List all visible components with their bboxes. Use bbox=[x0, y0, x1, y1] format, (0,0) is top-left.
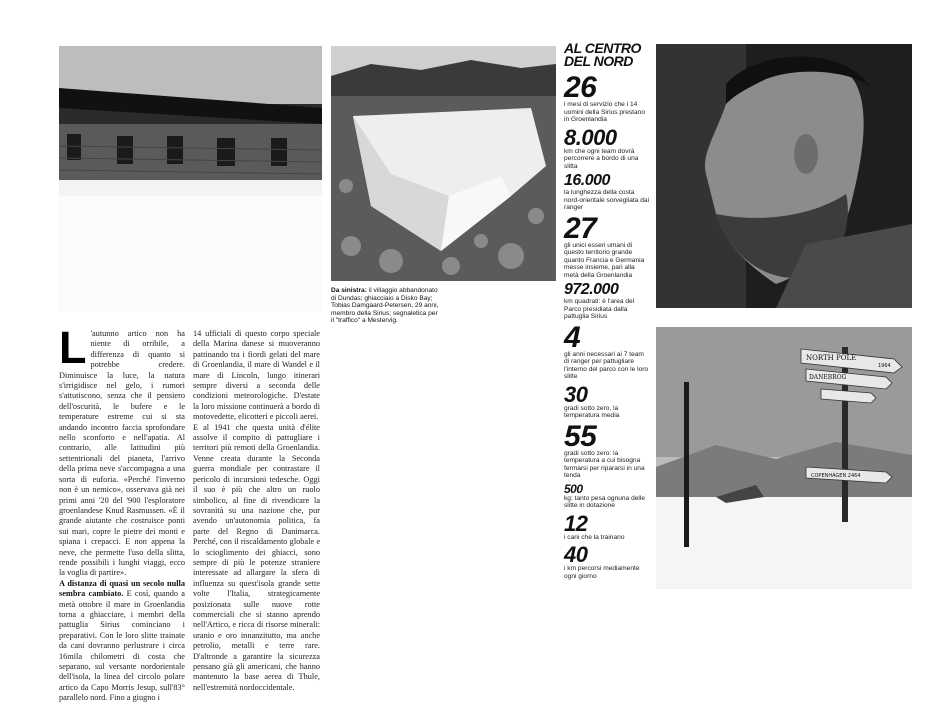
stat-number: 8.000 bbox=[564, 124, 617, 150]
stat-number: 55 bbox=[564, 419, 597, 453]
photo-abandoned-village bbox=[59, 46, 322, 312]
caption-text: il villaggio abbandonato di Dundas; ghiacciaio a Disko Bay; Tobias Damgaard-Petersen, 29 anni, membro della Sirius; segnaletica per il "traffico" a Mestervig. bbox=[331, 287, 439, 325]
stat-description: la lunghezza della costa nord-orientale sorvegliata dai ranger bbox=[564, 189, 650, 211]
article-column-2 bbox=[193, 329, 320, 693]
stat-description: i km percorsi mediamente ogni giorno bbox=[564, 565, 640, 580]
photo-portrait bbox=[656, 44, 912, 308]
stat-item bbox=[564, 544, 650, 580]
svg-text:COPENHAGEN 2464: COPENHAGEN 2464 bbox=[811, 473, 861, 479]
photo-caption bbox=[331, 287, 441, 325]
svg-text:NORTH POLE: NORTH POLE bbox=[806, 354, 857, 362]
sidebar-title: AL CENTRO DEL NORD bbox=[564, 40, 641, 69]
stat-number: 30 bbox=[564, 381, 588, 407]
stat-number: 27 bbox=[564, 211, 597, 245]
stat-item bbox=[564, 211, 650, 280]
article-p4: E al 1941 che questa unità d'élite assolve il compito di pattugliare i territori più remoti della Groenlandia. Venne creata durante la Seconda guerra mondiale per contrastare il pericolo di incursioni tedesche. Oggi il suo è più che altro un ruolo simbolico, al fine di rivendicare la sovranità su una nazione che, pur avendo un'autonomia politica, fa parte del Regno di Danimarca. Perché, con il riscaldamento globale e lo scioglimento dei ghiacci, sono sempre di più le potenze straniere interessate ad allargare la sfera di influenza su quest'isola grande sette volte l'Italia, strategicamente posizionata sulle nuove rotte commerciali che si stanno aprendo nell'Artico, e ricca di risorse minerali: uranio e oro innanzitutto, ma anche petrolio, metalli e terre rare. D'altronde a garantire la sicurezza pensano già gli americani, che hanno mantenuto la base aerea di Thule, nell'estremità nordoccidentale. bbox=[193, 422, 320, 692]
stat-description: gradi sotto zero, la temperatura media bbox=[564, 404, 620, 419]
stat-item bbox=[564, 124, 650, 171]
caption-lead: Da sinistra: bbox=[331, 287, 367, 294]
stat-description: i cani che la trainano bbox=[564, 533, 625, 541]
stat-description: km che ogni team dovrà percorrere a bordo di una slitta bbox=[564, 147, 639, 170]
stat-item bbox=[564, 71, 650, 124]
stat-number: 26 bbox=[564, 71, 597, 104]
stat-item bbox=[564, 320, 650, 381]
stat-description: gli unici esseri umani di questo territorio grande quanto Francia e Germania messe insieme, pari alla metà della Groenlandia bbox=[564, 241, 645, 279]
article-p2: E così, quando a metà ottobre il mare in Groenlandia torna a ghiacciare, i membri della pattuglia Sirius cominciano i preparativi. Con le loro slitte trainate da cani dovranno perlustrare i circa 16mila chilometri di costa che separano, sul versante nordorientale dell'isola, la linea del circolo polare artico da Capo Morris Jesup, sull'83° parallelo nord. Fino a giugno i bbox=[59, 589, 185, 703]
stat-item bbox=[564, 282, 650, 321]
drop-cap: L bbox=[59, 322, 87, 373]
article-p1: 'autunno artico non ha niente di orribile, a differenza di quanto si potrebbe credere. Diminuisce la luce, la natura s'irrigidisce nel gelo, i rumori s'attutiscono, senza che il pensiero dell'oscurità, le bufere e le temperature estreme cui si sta andando incontro faccia sprofondare nello sconforto e nell'apatia. Al contrario, alle latitudini più settentrionali del pianeta, l'arrivo della prima neve s'accompagna a una sorta di euforia. «Perché l'inverno non è un nemico», osservava già nei primi anni '20 del '900 l'esploratore groenlandese Knud Rasmussen. «È il grande aiutante che costruisce ponti sui mari, copre le pietre dei monti e spiana i crepacci. E non appena la neve, che permette l'uso della slitta, rende possibili i lunghi viaggi, ecco la voglia di partire». bbox=[59, 329, 185, 578]
stat-item bbox=[564, 510, 650, 542]
stat-description: gradi sotto zero: la temperatura a cui bisogna fermarsi per ripararsi in una tenda bbox=[564, 449, 645, 479]
article-paragraph bbox=[59, 322, 185, 579]
photo-signpost bbox=[656, 327, 912, 589]
stat-item bbox=[564, 483, 650, 510]
stat-item bbox=[564, 173, 650, 212]
stat-number: 972.000 bbox=[564, 281, 619, 298]
stat-number: 16.000 bbox=[564, 172, 610, 189]
photo-glacier bbox=[331, 46, 556, 281]
stat-description: i mesi di servizio che i 14 uomini della Sirius prestano in Groenlandia bbox=[564, 101, 645, 123]
svg-text:DANEBROG: DANEBROG bbox=[809, 374, 847, 381]
article-p3: 14 ufficiali di questo corpo speciale della Marina danese si muoveranno pattinando tra i fiordi gelati del mare di Groenlandia, il mare di Wandel e il mare di Lincoln, lungo itinerari sempre diversi a seconda delle condizioni meteorologiche. D'estate la loro missione continuerà a bordo di motovedette, elicotteri e piccoli aerei. bbox=[193, 329, 320, 422]
stat-item bbox=[564, 419, 650, 480]
stat-description: gli anni necessari ai 7 team di ranger per pattugliare l'interno del parco con le loro slitte bbox=[564, 350, 649, 380]
stat-number: 40 bbox=[564, 542, 588, 567]
article-subhead: A distanza di quasi un secolo nulla sembra cambiato. bbox=[59, 578, 185, 599]
stat-number: 4 bbox=[564, 320, 581, 354]
stat-number: 500 bbox=[564, 481, 583, 496]
stat-description: kg: tanto pesa ognuna delle slitte in dotazione bbox=[564, 494, 646, 509]
svg-text:1964: 1964 bbox=[878, 363, 891, 369]
stat-number: 12 bbox=[564, 510, 588, 536]
stat-list bbox=[564, 71, 650, 580]
stat-item bbox=[564, 381, 650, 420]
stats-sidebar bbox=[564, 42, 650, 583]
article-paragraph bbox=[59, 579, 185, 704]
stat-description: km quadrati: è l'area del Parco presidiata dalla pattuglia Sirius bbox=[564, 298, 635, 320]
article-column-1 bbox=[59, 322, 185, 704]
